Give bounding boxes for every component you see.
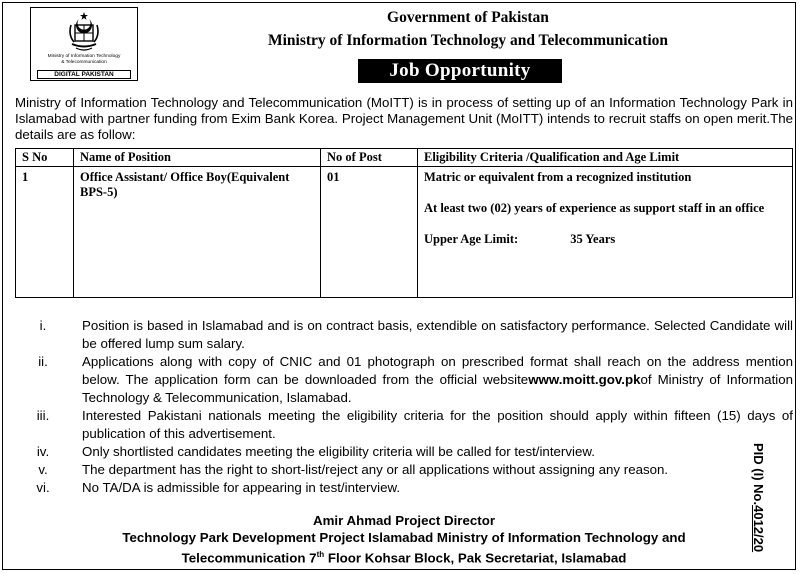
website-link[interactable]: www.moitt.gov.pk xyxy=(528,372,641,387)
list-item-text: Applications along with copy of CNIC and 01 photograph on prescribed format shall reach on the address mention below. The application form can be downloaded from the official website xyxy=(82,354,793,387)
col-header-eligibility: Eligibility Criteria /Qualification and Age Limit xyxy=(418,149,793,167)
logo-digital-pakistan: DIGITAL PAKISTAN xyxy=(37,70,131,79)
logo-ministry-line1: Ministry of Information Technology xyxy=(47,54,121,59)
col-header-position: Name of Position xyxy=(74,149,321,167)
cell-position: Office Assistant/ Office Boy(Equivalent BPS-5) xyxy=(74,167,321,298)
pid-prefix: PID (I) No. xyxy=(751,443,766,506)
list-item-text: Interested Pakistani nationals meeting the eligibility criteria for the position should apply within fifteen (15) days of publication of this advertisement. xyxy=(82,408,793,441)
director-name: Amir Ahmad Project Director xyxy=(312,513,495,528)
list-item xyxy=(20,353,793,407)
list-item-number: i. xyxy=(39,318,47,333)
age-limit-value: 35 Years xyxy=(570,232,616,246)
pid-reference xyxy=(747,443,769,573)
cell-posts: 01 xyxy=(321,167,418,298)
list-item xyxy=(20,461,793,479)
logo-ministry-text xyxy=(33,54,135,66)
header-ministry: Ministry of Information Technology and Telecommunication xyxy=(267,32,669,49)
criteria-qualification: Matric or equivalent from a recognized institution xyxy=(424,170,692,184)
list-item-text: No TA/DA is admissible for appearing in test/interview. xyxy=(82,480,401,495)
contact-footer xyxy=(15,512,793,566)
list-item-text: Position is based in Islamabad and is on contract basis, extendible on satisfactory performance. Selected Candidate will be offered lump sum salary. xyxy=(82,318,793,351)
age-limit-label: Upper Age Limit: xyxy=(424,232,519,246)
list-item-text: Only shortlisted candidates meeting the eligibility criteria will be called for test/interview. xyxy=(82,444,595,459)
address-line1: Technology Park Development Project Islamabad Ministry of Information Technology and xyxy=(122,530,686,545)
positions-table xyxy=(15,148,793,298)
logo-ministry-line2: & Telecommunication xyxy=(61,60,107,65)
list-item-text: The department has the right to short-list/reject any or all applications without assigning any reason. xyxy=(82,462,669,477)
conditions-list xyxy=(20,317,793,497)
col-header-sno: S No xyxy=(16,149,74,167)
cell-eligibility xyxy=(418,167,793,298)
list-item-text-continued: of Ministry of Information Technology & Telecommunication, Islamabad. xyxy=(82,372,794,405)
criteria-experience: At least two (02) years of experience as support staff in an office xyxy=(424,201,765,215)
intro-paragraph: Ministry of Information Technology and Telecommunication (MoITT) is in process of setting up of an Information Technology Park in Islamabad with partner funding from Exim Bank Korea. Project Management Unit (MoITT) intends to recruit staffs on open merit.The details are as follow: xyxy=(15,95,793,142)
state-emblem-icon xyxy=(68,11,100,53)
job-opportunity-banner: Job Opportunity xyxy=(358,59,562,83)
col-header-posts: No of Post xyxy=(321,149,418,167)
list-item xyxy=(20,479,793,497)
list-item xyxy=(20,317,793,353)
cell-sno: 1 xyxy=(16,167,74,298)
address-line2: Telecommunication 7th Floor Kohsar Block, Pak Secretariat, Islamabad xyxy=(181,550,627,566)
list-item xyxy=(20,407,793,443)
header-government: Government of Pakistan xyxy=(387,9,549,26)
criteria-age xyxy=(424,232,786,247)
list-item-number: ii. xyxy=(38,354,48,369)
list-item-number: vi. xyxy=(36,480,50,495)
list-item-number: v. xyxy=(38,462,48,477)
pid-number: 4012/20 xyxy=(751,505,766,553)
table-header-row xyxy=(16,149,793,167)
table-row xyxy=(16,167,793,298)
list-item xyxy=(20,443,793,461)
list-item-number: iv. xyxy=(36,444,50,459)
ministry-logo xyxy=(30,7,138,81)
list-item-number: iii. xyxy=(36,408,50,423)
